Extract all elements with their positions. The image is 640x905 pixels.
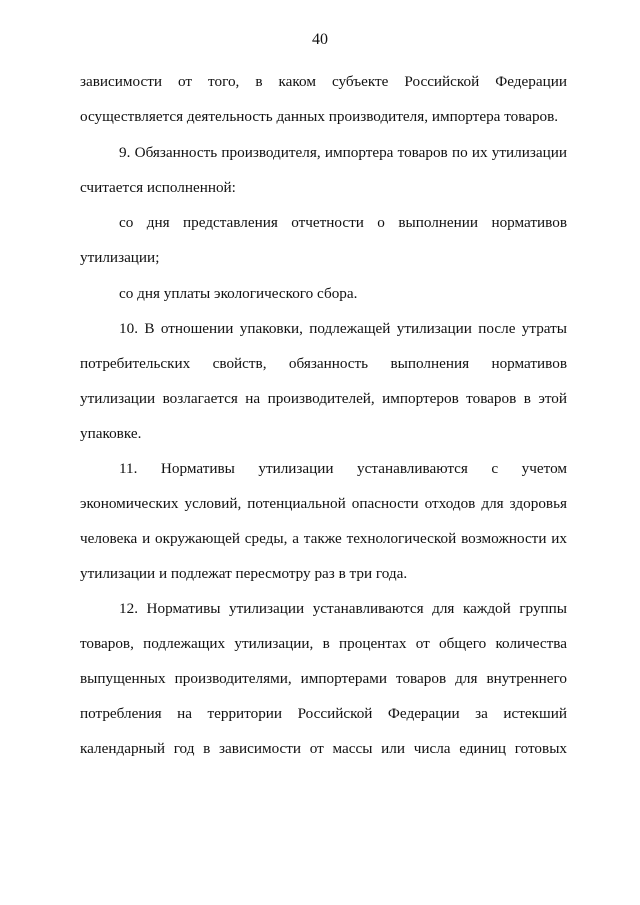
page-number: 40: [312, 31, 328, 48]
text-line: зависимости от того, в каком субъекте Российской Федерации: [80, 73, 567, 90]
text-line: товаров, подлежащих утилизации, в процентах от общего количества: [80, 635, 567, 652]
text-line: осуществляется деятельность данных производителя, импортера товаров.: [80, 108, 559, 125]
paragraph-continuation: [80, 72, 567, 127]
text-line: со дня представления отчетности о выполнении нормативов: [119, 214, 567, 231]
text-line: считается исполненной:: [80, 179, 236, 196]
text-line: утилизации и подлежат пересмотру раз в три года.: [80, 565, 408, 582]
text-line: человека и окружающей среды, а также технологической возможности их: [80, 530, 567, 547]
text-line: 11. Нормативы утилизации устанавливаются с учетом: [119, 460, 567, 477]
document-body: [80, 72, 567, 759]
text-line: потребления на территории Российской Федерации за истекший: [80, 705, 567, 722]
paragraph-item-11: [80, 459, 567, 584]
paragraph-fee-date: [80, 284, 567, 304]
paragraph-item-9: [80, 143, 567, 198]
text-line: утилизации;: [80, 249, 160, 266]
text-line: выпущенных производителями, импортерами товаров для внутреннего: [80, 670, 567, 687]
text-line: 12. Нормативы утилизации устанавливаются для каждой группы: [119, 600, 567, 617]
text-line: 9. Обязанность производителя, импортера товаров по их утилизации: [119, 144, 567, 161]
text-line: упаковке.: [80, 425, 142, 442]
text-line: потребительских свойств, обязанность выполнения нормативов: [80, 355, 567, 372]
paragraph-item-10: [80, 319, 567, 444]
paragraph-reporting-date: [80, 213, 567, 268]
text-line: календарный год в зависимости от массы или числа единиц готовых: [80, 740, 567, 757]
text-line: утилизации возлагается на производителей, импортеров товаров в этой: [80, 390, 567, 407]
paragraph-item-12: [80, 599, 567, 759]
text-line: со дня уплаты экологического сбора.: [119, 285, 358, 302]
text-line: экономических условий, потенциальной опасности отходов для здоровья: [80, 495, 567, 512]
text-line: 10. В отношении упаковки, подлежащей утилизации после утраты: [119, 320, 567, 337]
